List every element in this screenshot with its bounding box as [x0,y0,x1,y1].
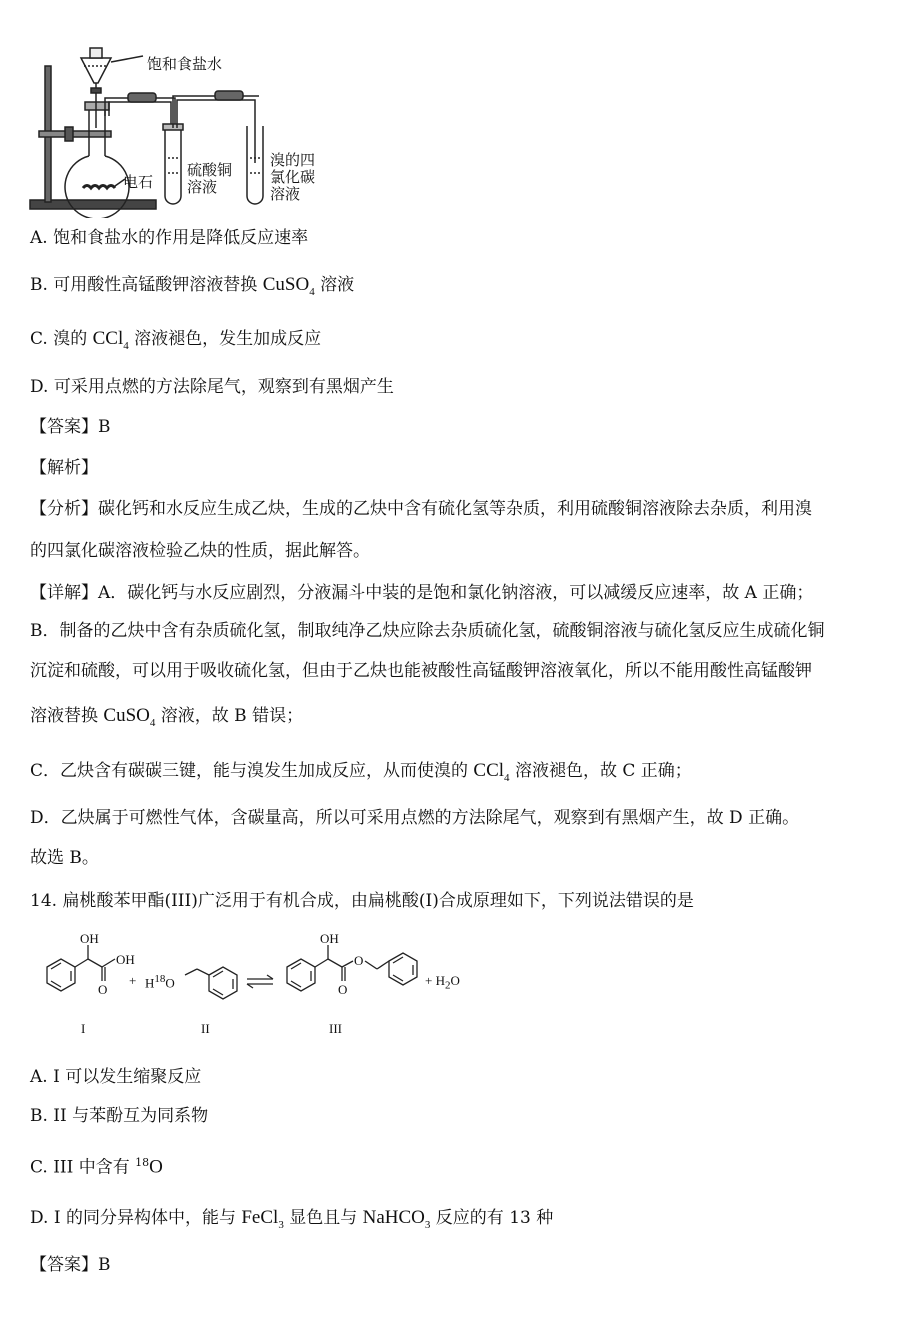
formula-base: CCl [92,328,124,349]
water-subscript: 2 [444,979,451,992]
q13-detail-c [30,760,692,789]
formula-subscript: 4 [123,339,129,352]
isotope-mass: 18 [154,973,166,985]
tube1-label-line1: 硫酸铜 [187,161,233,179]
q13-detail-c-formula [473,760,510,784]
q13-option-b-text: B. 可用酸性高锰酸钾溶液替换 [30,275,263,295]
formula-subscript: 3 [278,1218,284,1231]
q13-detail-d: D．乙炔属于可燃性气体，含碳量高，所以可采用点燃的方法除尾气，观察到有黑烟产生，故 D 正确。 [30,808,800,828]
compound-iii-ester-o: O [354,953,364,968]
q14-option-d-mid: 显色且与 [283,1208,363,1228]
q13-detail-c-text: C．乙炔含有碳碳三键，能与溴发生加成反应，从而使溴的 [30,761,474,781]
tube1-label [187,162,237,196]
carbide-label: 电石 [123,173,154,191]
q13-detail-b3-tail: 溶液，故 B 错误； [155,706,304,726]
tube2-label [270,152,320,203]
water-o: O [450,973,460,988]
q13-option-c-text: C. 溴的 [30,329,93,349]
q14-option-c [30,1152,163,1179]
q13-option-c-tail: 溶液褪色，发生加成反应 [128,329,322,349]
q13-analysis-line2: 的四氯化碳溶液检验乙炔的性质，据此解答。 [30,541,370,561]
formula-base: CuSO [262,274,310,295]
benzyl-alcohol-formula [145,973,175,991]
q13-option-d: D. 可采用点燃的方法除尾气，观察到有黑烟产生 [30,377,394,397]
h-atom: H [145,975,155,991]
water-product [425,973,460,992]
q13-option-a: A. 饱和食盐水的作用是降低反应速率 [30,228,309,248]
q13-analysis-head: 【解析】 [30,458,98,478]
q13-detail-b1: B．制备的乙炔中含有杂质硫化氢，制取纯净乙炔应除去杂质硫化氢，硫酸铜溶液与硫化氢反应生成硫化铜 [30,621,825,641]
plus-sign: + [129,973,137,988]
q14-option-d-formula2 [362,1207,431,1231]
q13-detail-b3-formula [103,705,156,729]
formula-subscript: 3 [424,1218,431,1231]
q14-stem: 14. 扁桃酸苯甲酯(III)广泛用于有机合成，由扁桃酸(I)合成原理如下，下列说法错误的是 [30,891,694,911]
q14-option-d-formula1 [241,1207,284,1231]
q13-option-b [30,274,354,303]
tube2-label-line1: 溴的四 [270,151,316,169]
q14-option-d-tail: 反应的有 13 种 [430,1208,554,1228]
formula-subscript: 4 [309,285,315,298]
q13-detail-c-tail: 溶液褪色，故 C 正确； [509,761,692,781]
label-compound-ii: II [201,1021,210,1036]
compound-iii-carbonyl-o: O [338,982,348,997]
compound-i-carbonyl-o: O [98,982,108,997]
q13-analysis-line1: 【分析】碳化钙和水反应生成乙炔，生成的乙炔中含有硫化氢等杂质，利用硫酸铜溶液除去杂质，利用溴 [30,499,812,519]
apparatus-figure [25,28,316,218]
compound-iii-oh-top: OH [320,931,339,946]
compound-i-oh-top: OH [80,931,99,946]
q13-option-b-tail: 溶液 [314,275,355,295]
water-h: + H [425,973,445,988]
label-compound-i: I [81,1021,86,1036]
q13-detail-b2: 沉淀和硫酸，可以用于吸收硫化氢，但由于乙炔也能被酸性高锰酸钾溶液氧化，所以不能用酸性高锰酸钾 [30,661,812,681]
q14-option-d [30,1207,553,1236]
formula-subscript: 4 [149,716,156,729]
label-compound-iii: III [329,1021,342,1036]
formula-base: FeCl [241,1207,279,1228]
isotope-element: O [149,1156,163,1178]
q13-option-b-formula [262,274,315,298]
q13-detail-a: 【详解】A．碳化钙与水反应剧烈，分液漏斗中装的是饱和氯化钠溶液，可以减缓反应速率，故 A 正确； [30,583,814,603]
formula-base: NaHCO [362,1207,425,1228]
q14-option-a: A. I 可以发生缩聚反应 [30,1067,202,1087]
formula-base: CuSO [103,705,150,726]
q13-option-c-formula [92,328,129,352]
o-atom: O [165,975,175,991]
q14-option-d-text: D. I 的同分异构体中，能与 [30,1208,242,1228]
funnel-label: 饱和食盐水 [147,55,223,73]
isotope-mass: 18 [135,1156,150,1169]
formula-base: CCl [473,760,505,781]
tube2-label-line3: 溶液 [270,185,301,203]
q13-option-c [30,328,321,357]
q14-option-b: B. II 与苯酚互为同系物 [30,1106,209,1126]
q13-detail-b3 [30,705,303,734]
tube2-label-line2: 氯化碳 [270,168,316,186]
q13-answer: 【答案】B [30,417,111,437]
tube1-label-line2: 溶液 [187,178,218,196]
q14-answer: 【答案】B [30,1255,111,1275]
q13-conclusion: 故选 B。 [30,848,99,868]
q13-detail-b3-text: 溶液替换 [30,706,104,726]
compound-i-oh-right: OH [116,952,135,967]
reaction-scheme [25,925,485,1040]
formula-subscript: 4 [504,771,510,784]
q14-option-c-text: C. III 中含有 [30,1157,136,1178]
